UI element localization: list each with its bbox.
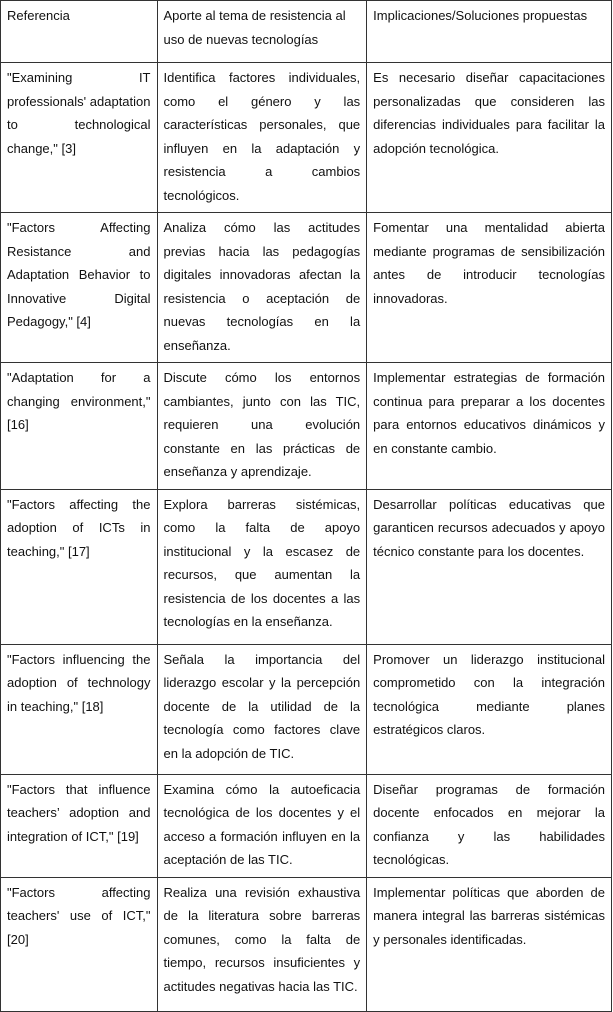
implications-cell: Fomentar una mentalidad abierta mediante programas de sensibilización antes de introducir tecnologías innovadoras. [367, 213, 612, 363]
table-row [1, 63, 612, 213]
implications-cell: Es necesario diseñar capacitaciones personalizadas que consideren las diferencias individuales para facilitar la adopción tecnológica. [367, 63, 612, 213]
reference-cell: "Factors affecting the adoption of ICTs in teaching," [17] [1, 489, 158, 644]
contribution-cell: Analiza cómo las actitudes previas hacia las pedagogías digitales innovadoras afectan la resistencia o aceptación de nuevas tecnologías en la enseñanza. [157, 213, 367, 363]
implications-cell: Implementar estrategias de formación continua para preparar a los docentes para entornos educativos dinámicos y en constante cambio. [367, 363, 612, 490]
contribution-cell: Señala la importancia del liderazgo escolar y la percepción docente de la utilidad de la tecnología como factores clave en la adopción de TIC. [157, 644, 367, 774]
table-row [1, 363, 612, 490]
reference-cell: "Factors influencing the adoption of technology in teaching," [18] [1, 644, 158, 774]
reference-cell: "Factors affecting teachers' use of ICT," [20] [1, 877, 158, 1011]
implications-cell: Implementar políticas que aborden de manera integral las barreras sistémicas y personales identificadas. [367, 877, 612, 1011]
implications-cell: Promover un liderazgo institucional comprometido con la integración tecnológica mediante planes estratégicos claros. [367, 644, 612, 774]
reference-cell: "Factors that influence teachers’ adoption and integration of ICT," [19] [1, 774, 158, 877]
contribution-cell: Examina cómo la autoeficacia tecnológica de los docentes y el acceso a formación influyen en la aceptación de las TIC. [157, 774, 367, 877]
table-row [1, 877, 612, 1011]
implications-cell: Desarrollar políticas educativas que garanticen recursos adecuados y apoyo técnico constante para los docentes. [367, 489, 612, 644]
header-contribution: Aporte al tema de resistencia al uso de nuevas tecnologías [157, 1, 367, 63]
implications-cell: Diseñar programas de formación docente enfocados en mejorar la confianza y las habilidades tecnológicas. [367, 774, 612, 877]
reference-cell: "Examining IT professionals' adaptation to technological change," [3] [1, 63, 158, 213]
table-row [1, 213, 612, 363]
contribution-cell: Discute cómo los entornos cambiantes, junto con las TIC, requieren una evolución constante en las prácticas de enseñanza y aprendizaje. [157, 363, 367, 490]
contribution-cell: Identifica factores individuales, como el género y las características personales, que influyen en la adaptación y resistencia a cambios tecnológicos. [157, 63, 367, 213]
header-row [1, 1, 612, 63]
header-implications: Implicaciones/Soluciones propuestas [367, 1, 612, 63]
table-row [1, 774, 612, 877]
contribution-cell: Realiza una revisión exhaustiva de la literatura sobre barreras comunes, como la falta de tiempo, recursos insuficientes y actitudes negativas hacia las TIC. [157, 877, 367, 1011]
reference-cell: "Factors Affecting Resistance and Adaptation Behavior to Innovative Digital Pedagogy," [4] [1, 213, 158, 363]
contribution-cell: Explora barreras sistémicas, como la falta de apoyo institucional y la escasez de recursos, que aumentan la resistencia de los docentes a las tecnologías en la enseñanza. [157, 489, 367, 644]
table-row [1, 489, 612, 644]
table-row [1, 644, 612, 774]
header-reference: Referencia [1, 1, 158, 63]
reference-cell: "Adaptation for a changing environment," [16] [1, 363, 158, 490]
